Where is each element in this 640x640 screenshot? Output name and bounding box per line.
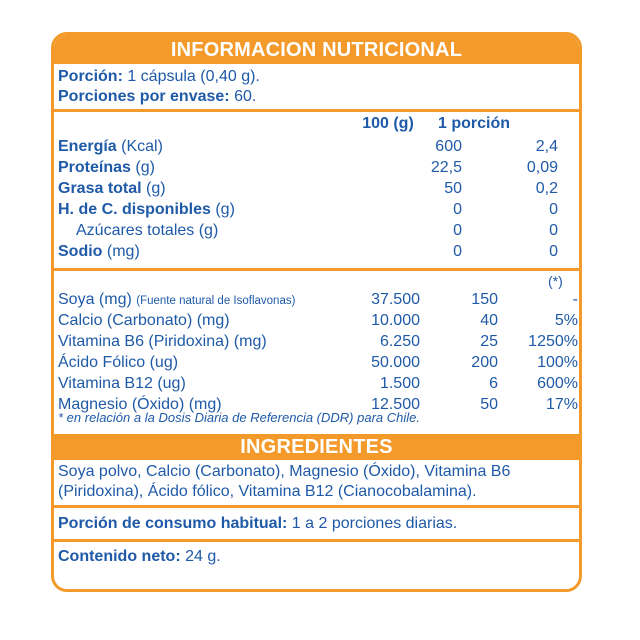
footnote: * en relación a la Dosis Diaria de Referencia (DDR) para Chile. xyxy=(58,410,420,425)
col-per100: 100 (g) xyxy=(362,115,414,132)
nutrient-per-portion: 0 xyxy=(549,201,558,218)
mineral-row xyxy=(58,352,578,373)
nutrient-row xyxy=(58,157,578,178)
mineral-label: Vitamina B6 (Piridoxina) (mg) xyxy=(58,333,267,350)
nutrient-row xyxy=(58,220,578,241)
nutrient-label: Grasa total (g) xyxy=(58,180,166,197)
mineral-label: Calcio (Carbonato) (mg) xyxy=(58,312,230,329)
nutrient-per100: 50 xyxy=(444,180,462,197)
mineral-per100: 6.250 xyxy=(379,333,420,350)
mineral-note: (Fuente natural de Isoflavonas) xyxy=(136,295,296,307)
mineral-row xyxy=(58,289,578,310)
mineral-ddr: 1250% xyxy=(528,333,578,350)
mineral-label: Magnesio (Óxido) (mg) xyxy=(58,396,222,413)
portions-per-pack-line: Porciones por envase: 60. xyxy=(58,88,257,105)
nutrition-label xyxy=(51,32,582,592)
nutrient-per100: 22,5 xyxy=(430,159,462,176)
nutrient-label: H. de C. disponibles (g) xyxy=(58,201,235,218)
nutrient-row xyxy=(58,136,578,157)
nutrient-per-portion: 0,2 xyxy=(535,180,558,197)
nutrient-per-portion: 0,09 xyxy=(526,159,558,176)
nutrition-title: INFORMACION NUTRICIONAL xyxy=(54,35,579,64)
mineral-per-portion: 200 xyxy=(471,354,498,371)
nutrient-per-portion: 0 xyxy=(549,243,558,260)
nutrient-per100: 0 xyxy=(453,243,462,260)
portion-line: Porción: 1 cápsula (0,40 g). xyxy=(58,68,260,85)
mineral-ddr: 5% xyxy=(554,312,578,329)
ddr-asterisk: (*) xyxy=(548,273,563,289)
portion-section xyxy=(54,64,579,109)
mineral-ddr: 100% xyxy=(537,354,578,371)
nutrient-per100: 0 xyxy=(453,201,462,218)
ingredients-title: INGREDIENTES xyxy=(54,434,579,460)
mineral-label: Soya (mg) (Fuente natural de Isoflavonas) xyxy=(58,291,296,308)
mineral-per-portion: 25 xyxy=(480,333,498,350)
mineral-row xyxy=(58,310,578,331)
nutrients-table xyxy=(54,112,579,268)
mineral-ddr: - xyxy=(572,291,578,308)
mineral-per100: 37.500 xyxy=(371,291,420,308)
nutrient-label: Azúcares totales (g) xyxy=(76,222,219,239)
nutrient-label: Energía (Kcal) xyxy=(58,138,163,155)
nutrient-label: Proteínas (g) xyxy=(58,159,155,176)
nutrient-per100: 600 xyxy=(435,138,462,155)
nutrient-label: Sodio (mg) xyxy=(58,243,140,260)
mineral-label: Ácido Fólico (ug) xyxy=(58,354,179,371)
col-per-portion: 1 porción xyxy=(437,115,510,132)
mineral-ddr: 17% xyxy=(545,396,578,413)
minerals-table xyxy=(54,271,579,434)
net-content: Contenido neto: 24 g. xyxy=(58,548,221,565)
nutrient-per100: 0 xyxy=(453,222,462,239)
mineral-per100: 10.000 xyxy=(371,312,420,329)
nutrient-per-portion: 0 xyxy=(549,222,558,239)
mineral-ddr: 600% xyxy=(537,375,578,392)
mineral-row xyxy=(58,331,578,352)
mineral-row xyxy=(58,373,578,394)
nutrient-per-portion: 2,4 xyxy=(535,138,558,155)
mineral-per-portion: 150 xyxy=(471,291,498,308)
nutrient-row xyxy=(58,199,578,220)
ingredients-text: Soya polvo, Calcio (Carbonato), Magnesio (Óxido), Vitamina B6 (Piridoxina), Ácido fólico, Vitamina B12 (Cianocobalamina). xyxy=(58,463,511,500)
mineral-per-portion: 6 xyxy=(489,375,498,392)
mineral-per100: 50.000 xyxy=(371,354,420,371)
nutrient-row xyxy=(58,241,578,262)
mineral-per-portion: 40 xyxy=(480,312,498,329)
mineral-label: Vitamina B12 (ug) xyxy=(58,375,186,392)
mineral-per100: 1.500 xyxy=(379,375,420,392)
mineral-per100: 12.500 xyxy=(371,396,420,413)
habitual-portion: Porción de consumo habitual: 1 a 2 porciones diarias. xyxy=(58,515,458,532)
mineral-per-portion: 50 xyxy=(480,396,498,413)
nutrient-row xyxy=(58,178,578,199)
